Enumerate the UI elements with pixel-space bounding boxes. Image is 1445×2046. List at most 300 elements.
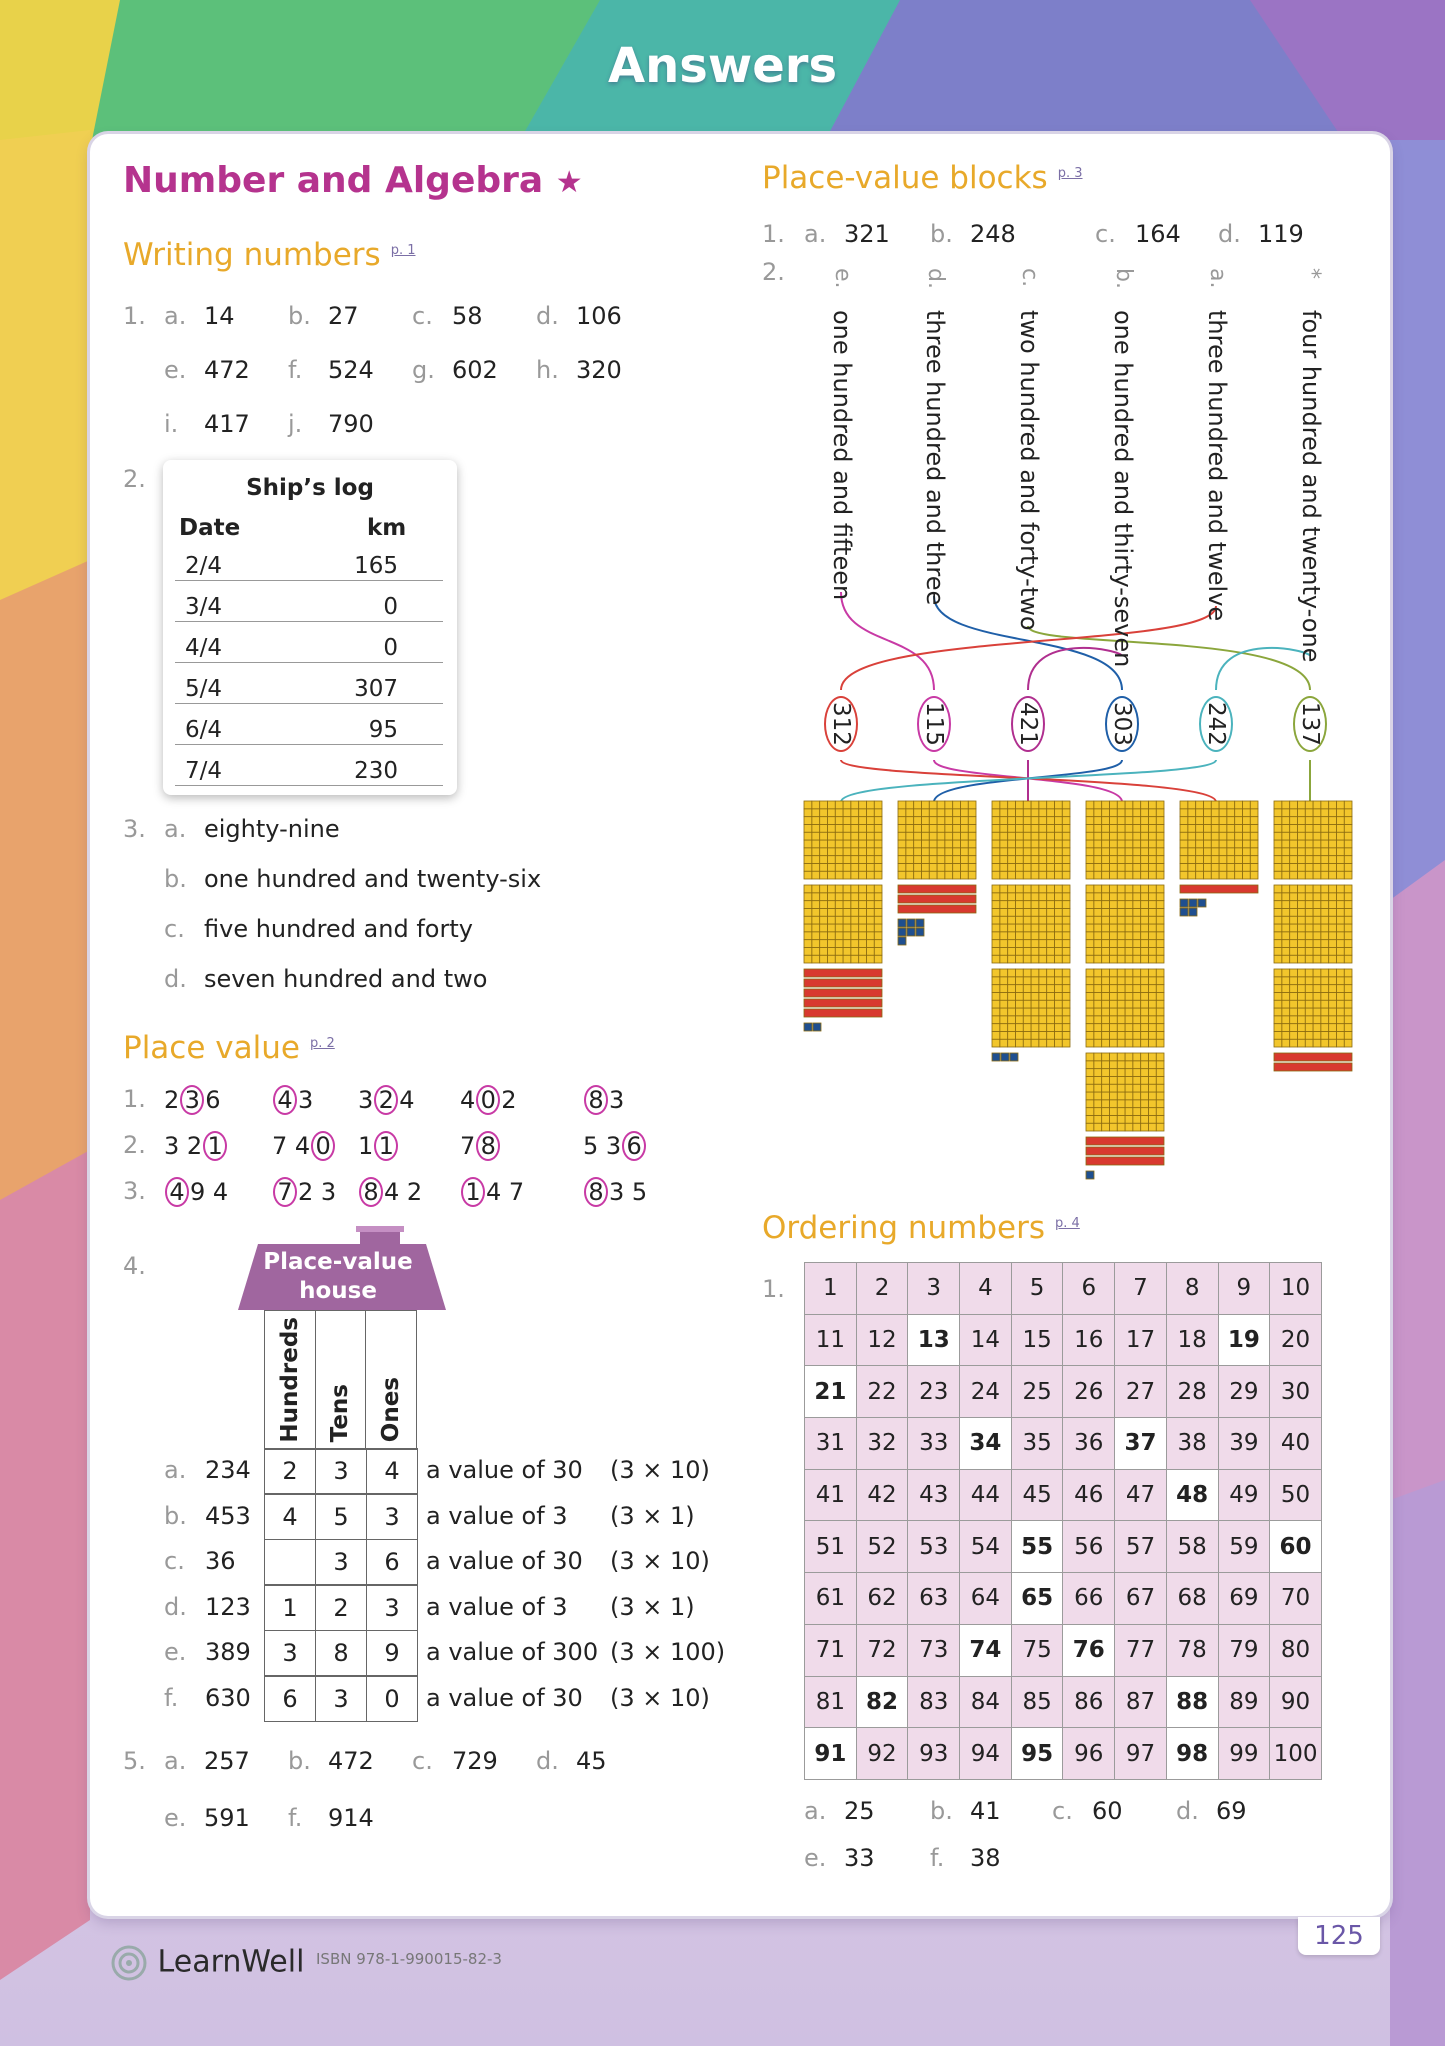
chart-cell: 100	[1270, 1728, 1322, 1780]
chart-cell: 43	[908, 1469, 960, 1521]
chart-cell: 65	[1011, 1573, 1063, 1625]
circled-digit: 0	[476, 1085, 500, 1115]
item-label: j.	[288, 410, 303, 438]
item-label: a.	[164, 815, 187, 843]
item-label: d.	[1176, 1797, 1199, 1825]
isbn: ISBN 978-1-990015-82-3	[316, 1950, 502, 1968]
row	[265, 1585, 418, 1630]
one-cube	[898, 937, 906, 945]
item-label: a.	[804, 220, 827, 248]
ten-rod	[1086, 1157, 1164, 1165]
chart-cell: 37	[1115, 1418, 1167, 1470]
match-line	[1028, 626, 1310, 690]
chart-cell: 67	[1115, 1573, 1167, 1625]
ordering-numbers-title: Ordering numbers	[762, 1210, 1046, 1246]
digit: 9 4	[190, 1178, 229, 1206]
ships-log-title: Ship’s log	[246, 475, 374, 501]
chart-cell: 31	[805, 1418, 857, 1470]
chart-cell: 29	[1218, 1366, 1270, 1418]
house-row	[264, 1585, 418, 1631]
circled-digit: 8	[584, 1177, 608, 1207]
chart-cell: 58	[1166, 1521, 1218, 1573]
chart-cell: 92	[856, 1728, 908, 1780]
circled-digit: 0	[311, 1131, 335, 1161]
item-label: c.	[1095, 220, 1116, 248]
digit: 2	[501, 1086, 517, 1114]
value-description: a value of 3	[426, 1501, 568, 1530]
answer-value: 38	[970, 1844, 1001, 1872]
ships-log-row	[175, 717, 443, 745]
item-label: b.	[288, 302, 311, 330]
chart-cell: 23	[908, 1366, 960, 1418]
chart-cell: 95	[1011, 1728, 1063, 1780]
chart-cell: 6	[1063, 1263, 1115, 1315]
ten-rod	[804, 989, 882, 997]
chart-cell: 14	[960, 1314, 1012, 1366]
chart-cell: 16	[1063, 1314, 1115, 1366]
ten-rod	[804, 969, 882, 977]
ships-log-card	[163, 460, 457, 795]
place-digit: 3	[316, 1449, 367, 1494]
circled-number	[272, 1131, 336, 1161]
house-number: 234	[205, 1456, 251, 1484]
value-description: a value of 300	[426, 1638, 599, 1666]
item-label: a.	[164, 1747, 187, 1775]
answer-value: 472	[204, 356, 250, 384]
circled-digit: 8	[359, 1177, 383, 1207]
chart-cell: 18	[1166, 1314, 1218, 1366]
chart-row	[805, 1521, 1322, 1573]
house-row	[264, 1494, 418, 1540]
one-cube	[907, 928, 915, 936]
row	[265, 1540, 418, 1585]
one-cube	[898, 928, 906, 936]
chart-cell: 73	[908, 1624, 960, 1676]
chart-cell: 1	[805, 1263, 857, 1315]
chart-cell: 26	[1063, 1366, 1115, 1418]
item-label: g.	[412, 356, 435, 384]
item-label: a.	[804, 1797, 827, 1825]
chart-cell: 46	[1063, 1469, 1115, 1521]
chart-cell: 66	[1063, 1573, 1115, 1625]
one-cube	[804, 1023, 812, 1031]
item-label: i.	[164, 410, 179, 438]
circled-digit: 8	[476, 1131, 500, 1161]
ten-rod	[1274, 1063, 1352, 1071]
chart-row	[805, 1676, 1322, 1728]
row	[265, 1631, 418, 1676]
page-ref-link[interactable]: p. 2	[309, 1035, 335, 1051]
ten-rod	[898, 885, 976, 893]
house-row	[264, 1630, 418, 1676]
chart-cell: 45	[1011, 1469, 1063, 1521]
item-label: e.	[164, 1804, 187, 1832]
item-label: b.	[164, 865, 187, 893]
ten-rod	[898, 905, 976, 913]
chart-cell: 60	[1270, 1521, 1322, 1573]
log-date: 7/4	[185, 758, 223, 784]
house-row	[264, 1448, 418, 1494]
ten-rod	[804, 999, 882, 1007]
chart-cell: 8	[1166, 1263, 1218, 1315]
item-label: a.	[164, 302, 187, 330]
item-label: f.	[930, 1844, 945, 1872]
answer-value: 33	[844, 1844, 875, 1872]
item-label: d.	[164, 965, 187, 993]
place-digit: 8	[316, 1631, 367, 1676]
chart-cell: 62	[856, 1573, 908, 1625]
answer-value: 472	[328, 1747, 374, 1775]
chart-cell: 70	[1270, 1573, 1322, 1625]
place-digit: 4	[265, 1494, 316, 1539]
value-description: a value of 30	[426, 1683, 583, 1712]
chart-cell: 7	[1115, 1263, 1167, 1315]
ten-rod	[1086, 1137, 1164, 1145]
chart-cell: 99	[1218, 1728, 1270, 1780]
place-digit: 2	[316, 1585, 367, 1630]
chart-cell: 17	[1115, 1314, 1167, 1366]
number-oval: 303	[1105, 696, 1139, 752]
item-label: c.	[412, 302, 433, 330]
circled-digit: 6	[622, 1131, 646, 1161]
star-icon: ★	[555, 165, 583, 200]
row	[265, 1449, 418, 1494]
item-label: d.	[164, 1592, 187, 1621]
place-digit: 0	[367, 1676, 418, 1721]
number-word: one hundred and fifteen	[828, 310, 856, 601]
digit: 4 2	[384, 1178, 423, 1206]
answer-value: 119	[1258, 220, 1304, 248]
item-label: c.	[1052, 1797, 1073, 1825]
chart-cell: 38	[1166, 1418, 1218, 1470]
ten-rod	[804, 979, 882, 987]
writing-numbers-heading	[123, 237, 416, 273]
chart-cell: 69	[1218, 1573, 1270, 1625]
question-number: 5.	[123, 1747, 146, 1775]
item-label: c.	[164, 915, 185, 943]
one-cube	[1198, 899, 1206, 907]
log-date: 3/4	[185, 594, 223, 620]
one-cube	[898, 919, 906, 927]
chart-cell: 28	[1166, 1366, 1218, 1418]
item-label: a.	[164, 1456, 187, 1484]
chart-cell: 63	[908, 1573, 960, 1625]
answer-value: 321	[844, 220, 890, 248]
chart-cell: 71	[805, 1624, 857, 1676]
tens-label: Tens	[327, 1384, 354, 1443]
house-number: 389	[205, 1638, 251, 1666]
chart-cell: 79	[1218, 1624, 1270, 1676]
answer-value: seven hundred and two	[204, 965, 488, 993]
log-date: 5/4	[185, 676, 223, 702]
chart-cell: 80	[1270, 1624, 1322, 1676]
question-number: 1.	[762, 220, 785, 248]
chart-row	[805, 1728, 1322, 1780]
chart-row	[805, 1469, 1322, 1521]
item-label: d.	[1218, 220, 1241, 248]
number-oval: 421	[1011, 696, 1045, 752]
value-calculation: (3 × 10)	[610, 1456, 710, 1484]
question-number: 3.	[123, 815, 146, 843]
chart-cell: 49	[1218, 1469, 1270, 1521]
chart-cell: 81	[805, 1676, 857, 1728]
chart-cell: 34	[960, 1418, 1012, 1470]
log-km: 307	[354, 676, 398, 702]
chart-cell: 85	[1011, 1676, 1063, 1728]
chart-cell: 59	[1218, 1521, 1270, 1573]
answer-value: 27	[328, 302, 359, 330]
log-km: 0	[383, 594, 398, 620]
number-word: three hundred and three	[921, 310, 949, 606]
value-description: a value of 30	[426, 1547, 583, 1575]
chart-cell: 98	[1166, 1728, 1218, 1780]
one-cube	[813, 1023, 821, 1031]
chart-cell: 25	[1011, 1366, 1063, 1418]
house-row	[264, 1539, 418, 1585]
chart-row	[805, 1263, 1322, 1315]
page-ref-link[interactable]: p. 3	[1057, 165, 1083, 181]
item-label: b.	[930, 1797, 953, 1825]
chart-cell: 54	[960, 1521, 1012, 1573]
page-number: 125	[1298, 1917, 1380, 1955]
value-calculation: (3 × 100)	[610, 1638, 726, 1666]
digit: 7 4	[272, 1132, 311, 1160]
answer-value: 257	[204, 1747, 250, 1775]
digit: 2	[164, 1086, 180, 1114]
value-description: a value of 30	[426, 1456, 583, 1484]
circled-digit: 7	[273, 1177, 297, 1207]
item-label: b.	[1111, 268, 1136, 289]
tens-header	[315, 1311, 366, 1450]
chart-cell: 51	[805, 1521, 857, 1573]
hundreds-chart	[804, 1262, 1322, 1780]
ten-rod	[804, 1009, 882, 1017]
one-cube	[1086, 1171, 1094, 1179]
house-header	[264, 1310, 417, 1450]
chart-cell: 32	[856, 1418, 908, 1470]
page-title: Answers	[607, 38, 838, 94]
circled-number	[164, 1177, 228, 1207]
question-number: 4.	[123, 1252, 146, 1280]
chart-cell: 33	[908, 1418, 960, 1470]
digit: 3 2	[164, 1132, 203, 1160]
question-number: 3.	[123, 1177, 146, 1205]
answer-value: 60	[1092, 1797, 1123, 1825]
place-digit: 3	[316, 1676, 367, 1721]
item-label: e.	[164, 1638, 187, 1666]
page-ref-link[interactable]: p. 4	[1055, 1215, 1080, 1231]
question-number: 2.	[762, 258, 785, 286]
item-label: d.	[536, 302, 559, 330]
chart-cell: 89	[1218, 1676, 1270, 1728]
ten-rod	[1180, 885, 1258, 893]
item-label: e.	[804, 1844, 827, 1872]
answer-value: 106	[576, 302, 622, 330]
hundreds-header	[265, 1311, 316, 1450]
place-digit: 9	[367, 1631, 418, 1676]
logo-text: LearnWell	[157, 1944, 305, 1980]
chart-cell: 87	[1115, 1676, 1167, 1728]
chart-cell: 42	[856, 1469, 908, 1521]
circled-digit: 3	[180, 1085, 204, 1115]
chart-cell: 74	[960, 1624, 1012, 1676]
digit: 2 3	[298, 1178, 337, 1206]
answer-value: 45	[576, 1747, 607, 1775]
chart-cell: 64	[960, 1573, 1012, 1625]
chart-cell: 20	[1270, 1314, 1322, 1366]
chart-cell: 91	[805, 1728, 857, 1780]
answer-value: 58	[452, 302, 483, 330]
writing-numbers-title: Writing numbers	[123, 237, 381, 273]
ten-rod	[1274, 1053, 1352, 1061]
item-label: f.	[288, 356, 303, 384]
number-oval: 115	[917, 696, 951, 752]
circled-number	[583, 1085, 624, 1115]
answer-value: 69	[1216, 1797, 1247, 1825]
page-ref-link[interactable]: p. 1	[390, 242, 416, 258]
chart-cell: 22	[856, 1366, 908, 1418]
match-line	[1028, 648, 1122, 690]
ships-log-row	[175, 594, 443, 622]
ships-log-row	[175, 758, 443, 786]
chart-cell: 52	[856, 1521, 908, 1573]
base-ten-blocks	[795, 795, 1365, 1195]
place-digit: 3	[316, 1540, 367, 1585]
chart-cell: 2	[856, 1263, 908, 1315]
chart-cell: 57	[1115, 1521, 1167, 1573]
answer-value: 914	[328, 1804, 374, 1832]
chart-cell: 15	[1011, 1314, 1063, 1366]
circled-number	[460, 1131, 501, 1161]
number-word: two hundred and forty-two	[1015, 310, 1043, 631]
item-label: f.	[288, 1804, 303, 1832]
log-date: 6/4	[185, 717, 223, 743]
chart-row	[805, 1418, 1322, 1470]
item-label: c.	[164, 1547, 185, 1575]
chart-cell: 4	[960, 1263, 1012, 1315]
chart-cell: 72	[856, 1624, 908, 1676]
one-cube	[992, 1053, 1000, 1061]
log-km: 165	[354, 553, 398, 579]
swirl-icon	[110, 1944, 148, 1982]
circled-digit: 1	[461, 1177, 485, 1207]
chart-cell: 94	[960, 1728, 1012, 1780]
chart-cell: 84	[960, 1676, 1012, 1728]
chart-cell: 97	[1115, 1728, 1167, 1780]
chart-cell: 77	[1115, 1624, 1167, 1676]
answer-value: one hundred and twenty-six	[204, 865, 542, 893]
house-number: 36	[205, 1547, 236, 1575]
house-row	[264, 1676, 418, 1722]
digit: 3	[609, 1086, 625, 1114]
one-cube	[1189, 908, 1197, 916]
chart-cell: 27	[1115, 1366, 1167, 1418]
chart-cell: 83	[908, 1676, 960, 1728]
answer-value: eighty-nine	[204, 815, 340, 843]
chart-cell: 9	[1218, 1263, 1270, 1315]
item-label: c.	[412, 1747, 433, 1775]
number-oval: 137	[1293, 696, 1327, 752]
circled-number	[460, 1085, 517, 1115]
chart-cell: 5	[1011, 1263, 1063, 1315]
one-cube	[1010, 1053, 1018, 1061]
chart-cell: 88	[1166, 1676, 1218, 1728]
chart-cell: 24	[960, 1366, 1012, 1418]
chart-cell: 55	[1011, 1521, 1063, 1573]
circled-number	[272, 1177, 336, 1207]
chart-cell: 68	[1166, 1573, 1218, 1625]
house-number: 453	[205, 1501, 251, 1530]
place-digit	[265, 1540, 316, 1585]
chart-cell: 48	[1166, 1469, 1218, 1521]
chart-cell: 21	[805, 1366, 857, 1418]
answer-value: 41	[970, 1797, 1001, 1825]
ten-rod	[1086, 1147, 1164, 1155]
hundreds-label: Hundreds	[276, 1317, 303, 1443]
chart-row	[805, 1314, 1322, 1366]
digit: 3	[298, 1086, 314, 1114]
circled-digit: 2	[374, 1085, 398, 1115]
circled-number	[460, 1177, 524, 1207]
chart-cell: 90	[1270, 1676, 1322, 1728]
one-cube	[1189, 899, 1197, 907]
digit: 4 7	[486, 1178, 525, 1206]
chart-cell: 11	[805, 1314, 857, 1366]
question-number: 1.	[762, 1275, 785, 1303]
value-calculation: (3 × 1)	[610, 1501, 695, 1530]
circled-digit: 4	[165, 1177, 189, 1207]
digit: 5 3	[583, 1132, 622, 1160]
place-digit: 3	[367, 1494, 418, 1539]
circled-number	[583, 1177, 647, 1207]
chart-cell: 93	[908, 1728, 960, 1780]
answer-value: 248	[970, 220, 1016, 248]
chart-cell: 50	[1270, 1469, 1322, 1521]
question-number: 1.	[123, 302, 146, 330]
item-label: h.	[536, 356, 559, 384]
circled-digit: 4	[273, 1085, 297, 1115]
house-number: 630	[205, 1683, 251, 1712]
place-digit: 6	[265, 1676, 316, 1721]
log-km: 0	[383, 635, 398, 661]
number-word: one hundred and thirty-seven	[1109, 310, 1137, 668]
value-calculation: (3 × 10)	[610, 1683, 710, 1712]
chart-cell: 36	[1063, 1418, 1115, 1470]
answer-value: 164	[1135, 220, 1181, 248]
one-cube	[1180, 908, 1188, 916]
chart-cell: 41	[805, 1469, 857, 1521]
item-label: d.	[536, 1747, 559, 1775]
place-value-blocks-title: Place-value blocks	[762, 160, 1048, 196]
item-label: e.	[164, 356, 187, 384]
digit: 4	[399, 1086, 415, 1114]
answer-value: 729	[452, 1747, 498, 1775]
chart-cell: 76	[1063, 1624, 1115, 1676]
value-description: a value of 3	[426, 1592, 568, 1621]
place-digit: 3	[367, 1585, 418, 1630]
item-label: f.	[164, 1683, 179, 1712]
chart-cell: 13	[908, 1314, 960, 1366]
answer-value: 25	[844, 1797, 875, 1825]
chart-cell: 39	[1218, 1418, 1270, 1470]
chart-row	[805, 1366, 1322, 1418]
item-label: b.	[164, 1501, 187, 1530]
item-label: c.	[1017, 268, 1042, 288]
chart-cell: 96	[1063, 1728, 1115, 1780]
circled-number	[164, 1131, 228, 1161]
ones-label: Ones	[378, 1377, 405, 1443]
answer-value: 417	[204, 410, 250, 438]
